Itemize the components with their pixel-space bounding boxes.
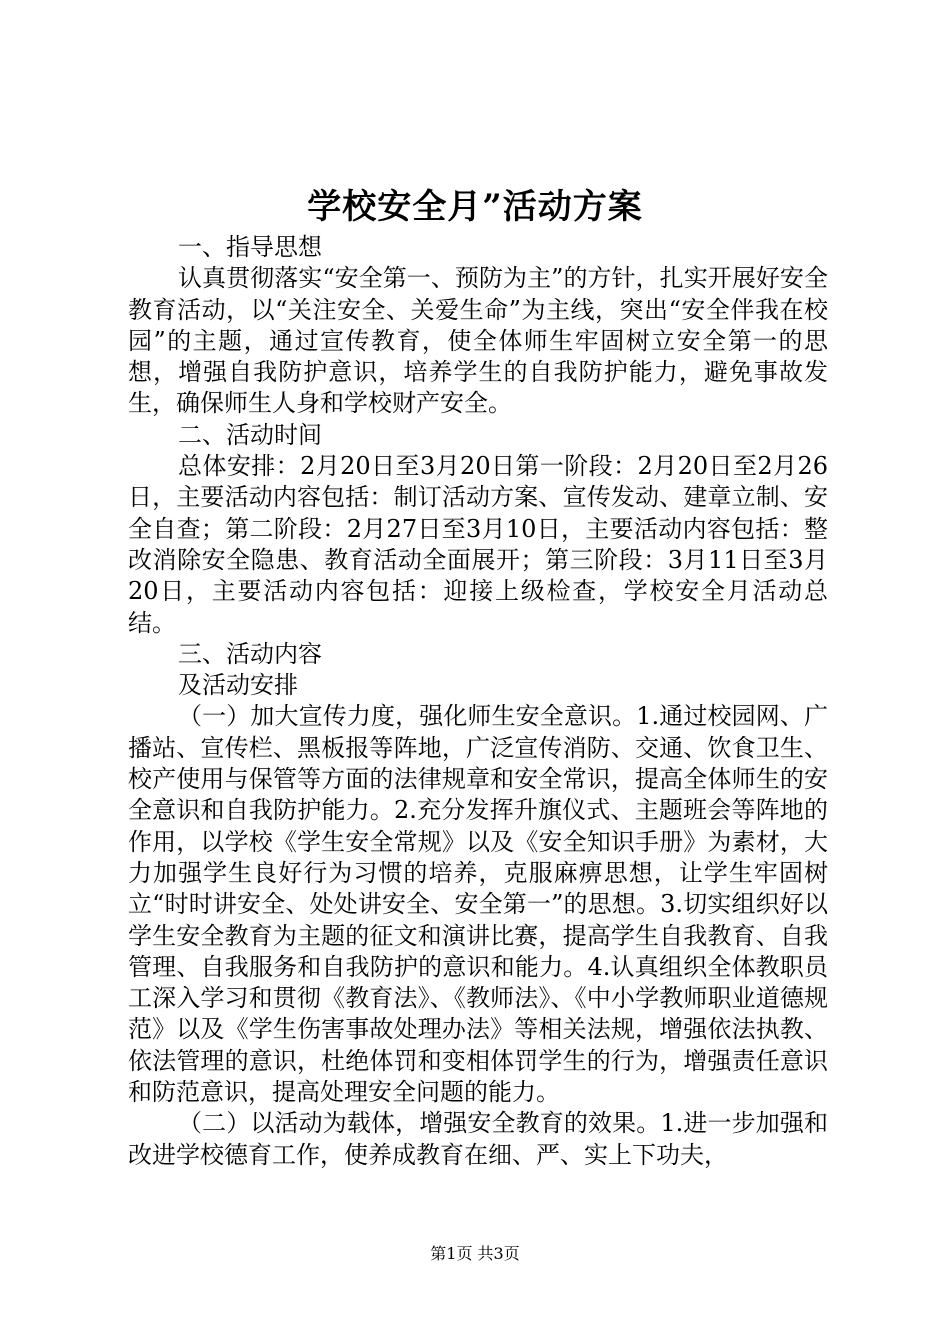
paragraph-part-one: （一）加大宣传力度，强化师生安全意识。1.通过校园网、广播站、宣传栏、黑板报等阵地，广泛宣传消防、交通、饮食卫生、校产使用与保管等方面的法律规章和安全常识，提高全体师生的安全意识和自我防护能力。2.充分发挥升旗仪式、主题班会等阵地的作用，以学校《学生安全常规》以及《安全知识手册》为素材，大力加强学生良好行为习惯的培养，克服麻痹思想，让学生牢固树立“时时讲安全、处处讲安全、安全第一”的思想。3.切实组织好以学生安全教育为主题的征文和演讲比赛，提高学生自我教育、自我管理、自我服务和自我防护的意识和能力。4.认真组织全体教职员工深入学习和贯彻《教育法》、《教师法》、《中小学教师职业道德规范》以及《学生伤害事故处理办法》等相关法规，增强依法执教、依法管理的意识，杜绝体罚和变相体罚学生的行为，增强责任意识和防范意识，提高处理安全问题的能力。: [128, 702, 828, 1107]
paragraph-part-two: （二）以活动为载体，增强安全教育的效果。1.进一步加强和改进学校德育工作，使养成教育在细、严、实上下功夫，: [128, 1109, 828, 1169]
section-heading-activity-content: 三、活动内容: [178, 639, 322, 668]
paragraph-activity-time: 总体安排：2月20日至3月20日第一阶段：2月20日至2月26日，主要活动内容包括：制订活动方案、宣传发动、建章立制、安全自查；第二阶段：2月27日至3月10日，主要活动内容包括：整改消除安全隐患、教育活动全面展开；第三阶段：3月11日至3月20日，主要活动内容包括：迎接上级检查，学校安全月活动总结。: [128, 452, 828, 637]
document-title: 学校安全月”活动方案: [307, 187, 643, 227]
section-subheading-activity-arrangement: 及活动安排: [178, 671, 298, 700]
document-body: [128, 232, 828, 1171]
section-heading-guiding-thought: 一、指导思想: [178, 233, 322, 261]
page-number-footer: 第1页 共3页: [430, 1244, 520, 1263]
section-heading-activity-time: 二、活动时间: [178, 420, 322, 449]
paragraph-guiding-thought: 认真贯彻落实“安全第一、预防为主”的方针，扎实开展好安全教育活动，以“关注安全、关爱生命”为主线，突出“安全伴我在校园”的主题，通过宣传教育，使全体师生牢固树立安全第一的思想，增强自我防护意识，培养学生的自我防护能力，避免事故发生，确保师生人身和学校财产安全。: [128, 264, 828, 418]
